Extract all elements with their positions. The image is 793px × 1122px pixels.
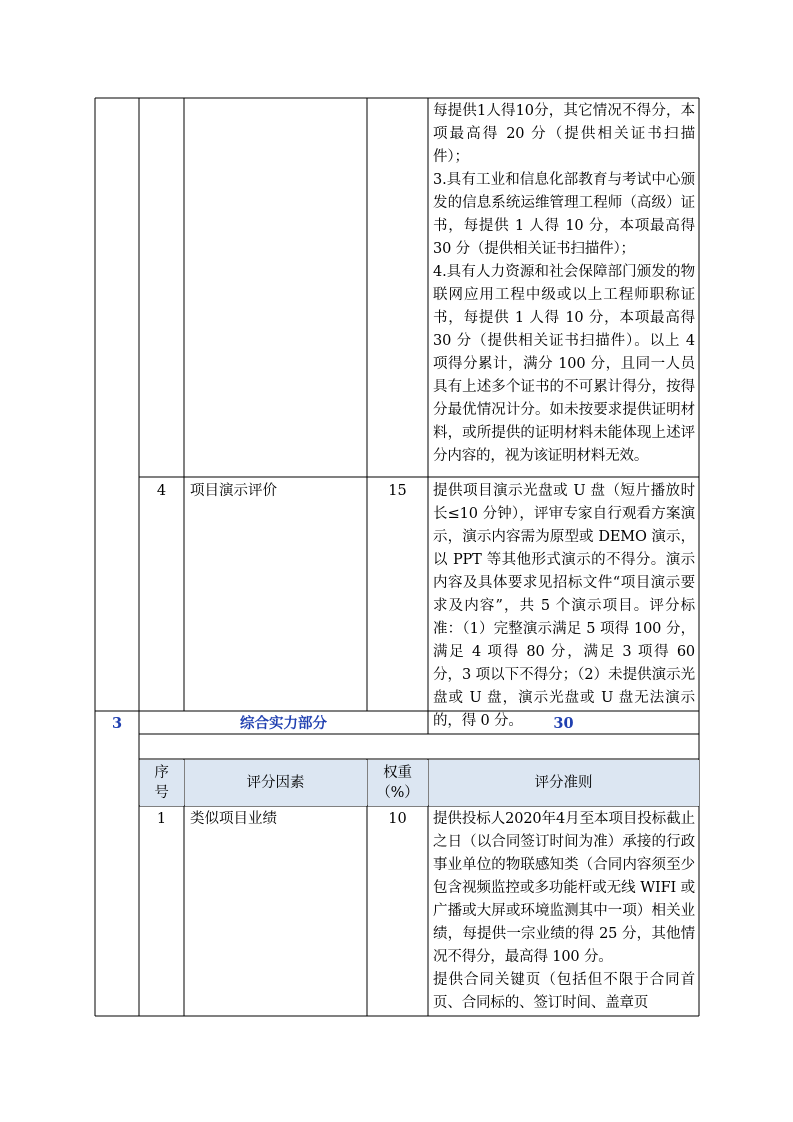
criteria-paragraph: 每提供1人得10分，其它情况不得分，本项最高得 20 分（提供相关证书扫描件）； <box>433 103 695 165</box>
row4-weight: 15 <box>388 483 407 499</box>
criteria-paragraph: 4.具有人力资源和社会保障部门颁发的物联网应用工程中级或以上工程师职称证书，每提供 1 人得 10 分，本项最高得 30 分（提供相关证书扫描件）。以上 4 项得分累计，满分 100 分，且同一人员具有上述多个证书的不可累计得分，按得分最优情况计分。如未按要求提供证明材料，或所提供的证明材料未能体现上述评分内容的，视为该证明材料无效。 <box>433 264 695 464</box>
criteria-paragraph: 3.具有工业和信息化部教育与考试中心颁发的信息系统运维管理工程师（高级）证书，每提供 1 人得 10 分，本项最高得 30 分（提供相关证书扫描件）； <box>433 172 695 257</box>
criteria-paragraph: 提供投标人2020年4月至本项目投标截止之日（以合同签订时间为准）承接的行政事业单位的物联感知类（合同内容须至少包含视频监控或多功能杆或无线 WIFI 或广播或大屏或环境监测其中一项）相关业绩，每提供一宗业绩的得 25 分，其他情况不得分，最高得 100 分。 <box>433 811 695 965</box>
row1-weight: 10 <box>388 811 407 827</box>
section-title: 综合实力部分 <box>240 715 327 732</box>
row4-factor: 项目演示评价 <box>190 483 277 499</box>
criteria-paragraph: 提供合同关键页（包括但不限于合同首页、合同标的、签订时间、盖章页 <box>433 972 695 1011</box>
section-score: 30 <box>553 715 574 732</box>
header-criteria: 评分准则 <box>534 775 593 791</box>
header-weight: 权重 （%） <box>376 765 419 801</box>
continued-criteria-cell <box>433 100 695 468</box>
header-factor: 评分因素 <box>246 775 305 791</box>
row1-factor: 类似项目业绩 <box>190 811 277 827</box>
row4-criteria-cell <box>433 480 695 733</box>
section-number: 3 <box>111 715 123 732</box>
criteria-paragraph: 提供项目演示光盘或 U 盘（短片播放时长≤10 分钟），评审专家自行观看方案演示，演示内容需为原型或 DEMO 演示，以 PPT 等其他形式演示的不得分。演示内容及具体要求见招标文件“项目演示要求及内容”，共 5 个演示项目。评分标准：（1）完整演示满足 5 项得 100 分，满足 4 项得 80 分，满足 3 项得 60 分，3 项以下不得分；（2）未提供演示光盘或 U 盘，演示光盘或 U 盘无法演示的，得 0 分。 <box>433 483 695 729</box>
row1-no: 1 <box>156 811 167 827</box>
header-no: 序 号 <box>154 765 169 801</box>
row4-no: 4 <box>156 483 167 499</box>
row1-criteria-cell <box>433 808 695 1015</box>
